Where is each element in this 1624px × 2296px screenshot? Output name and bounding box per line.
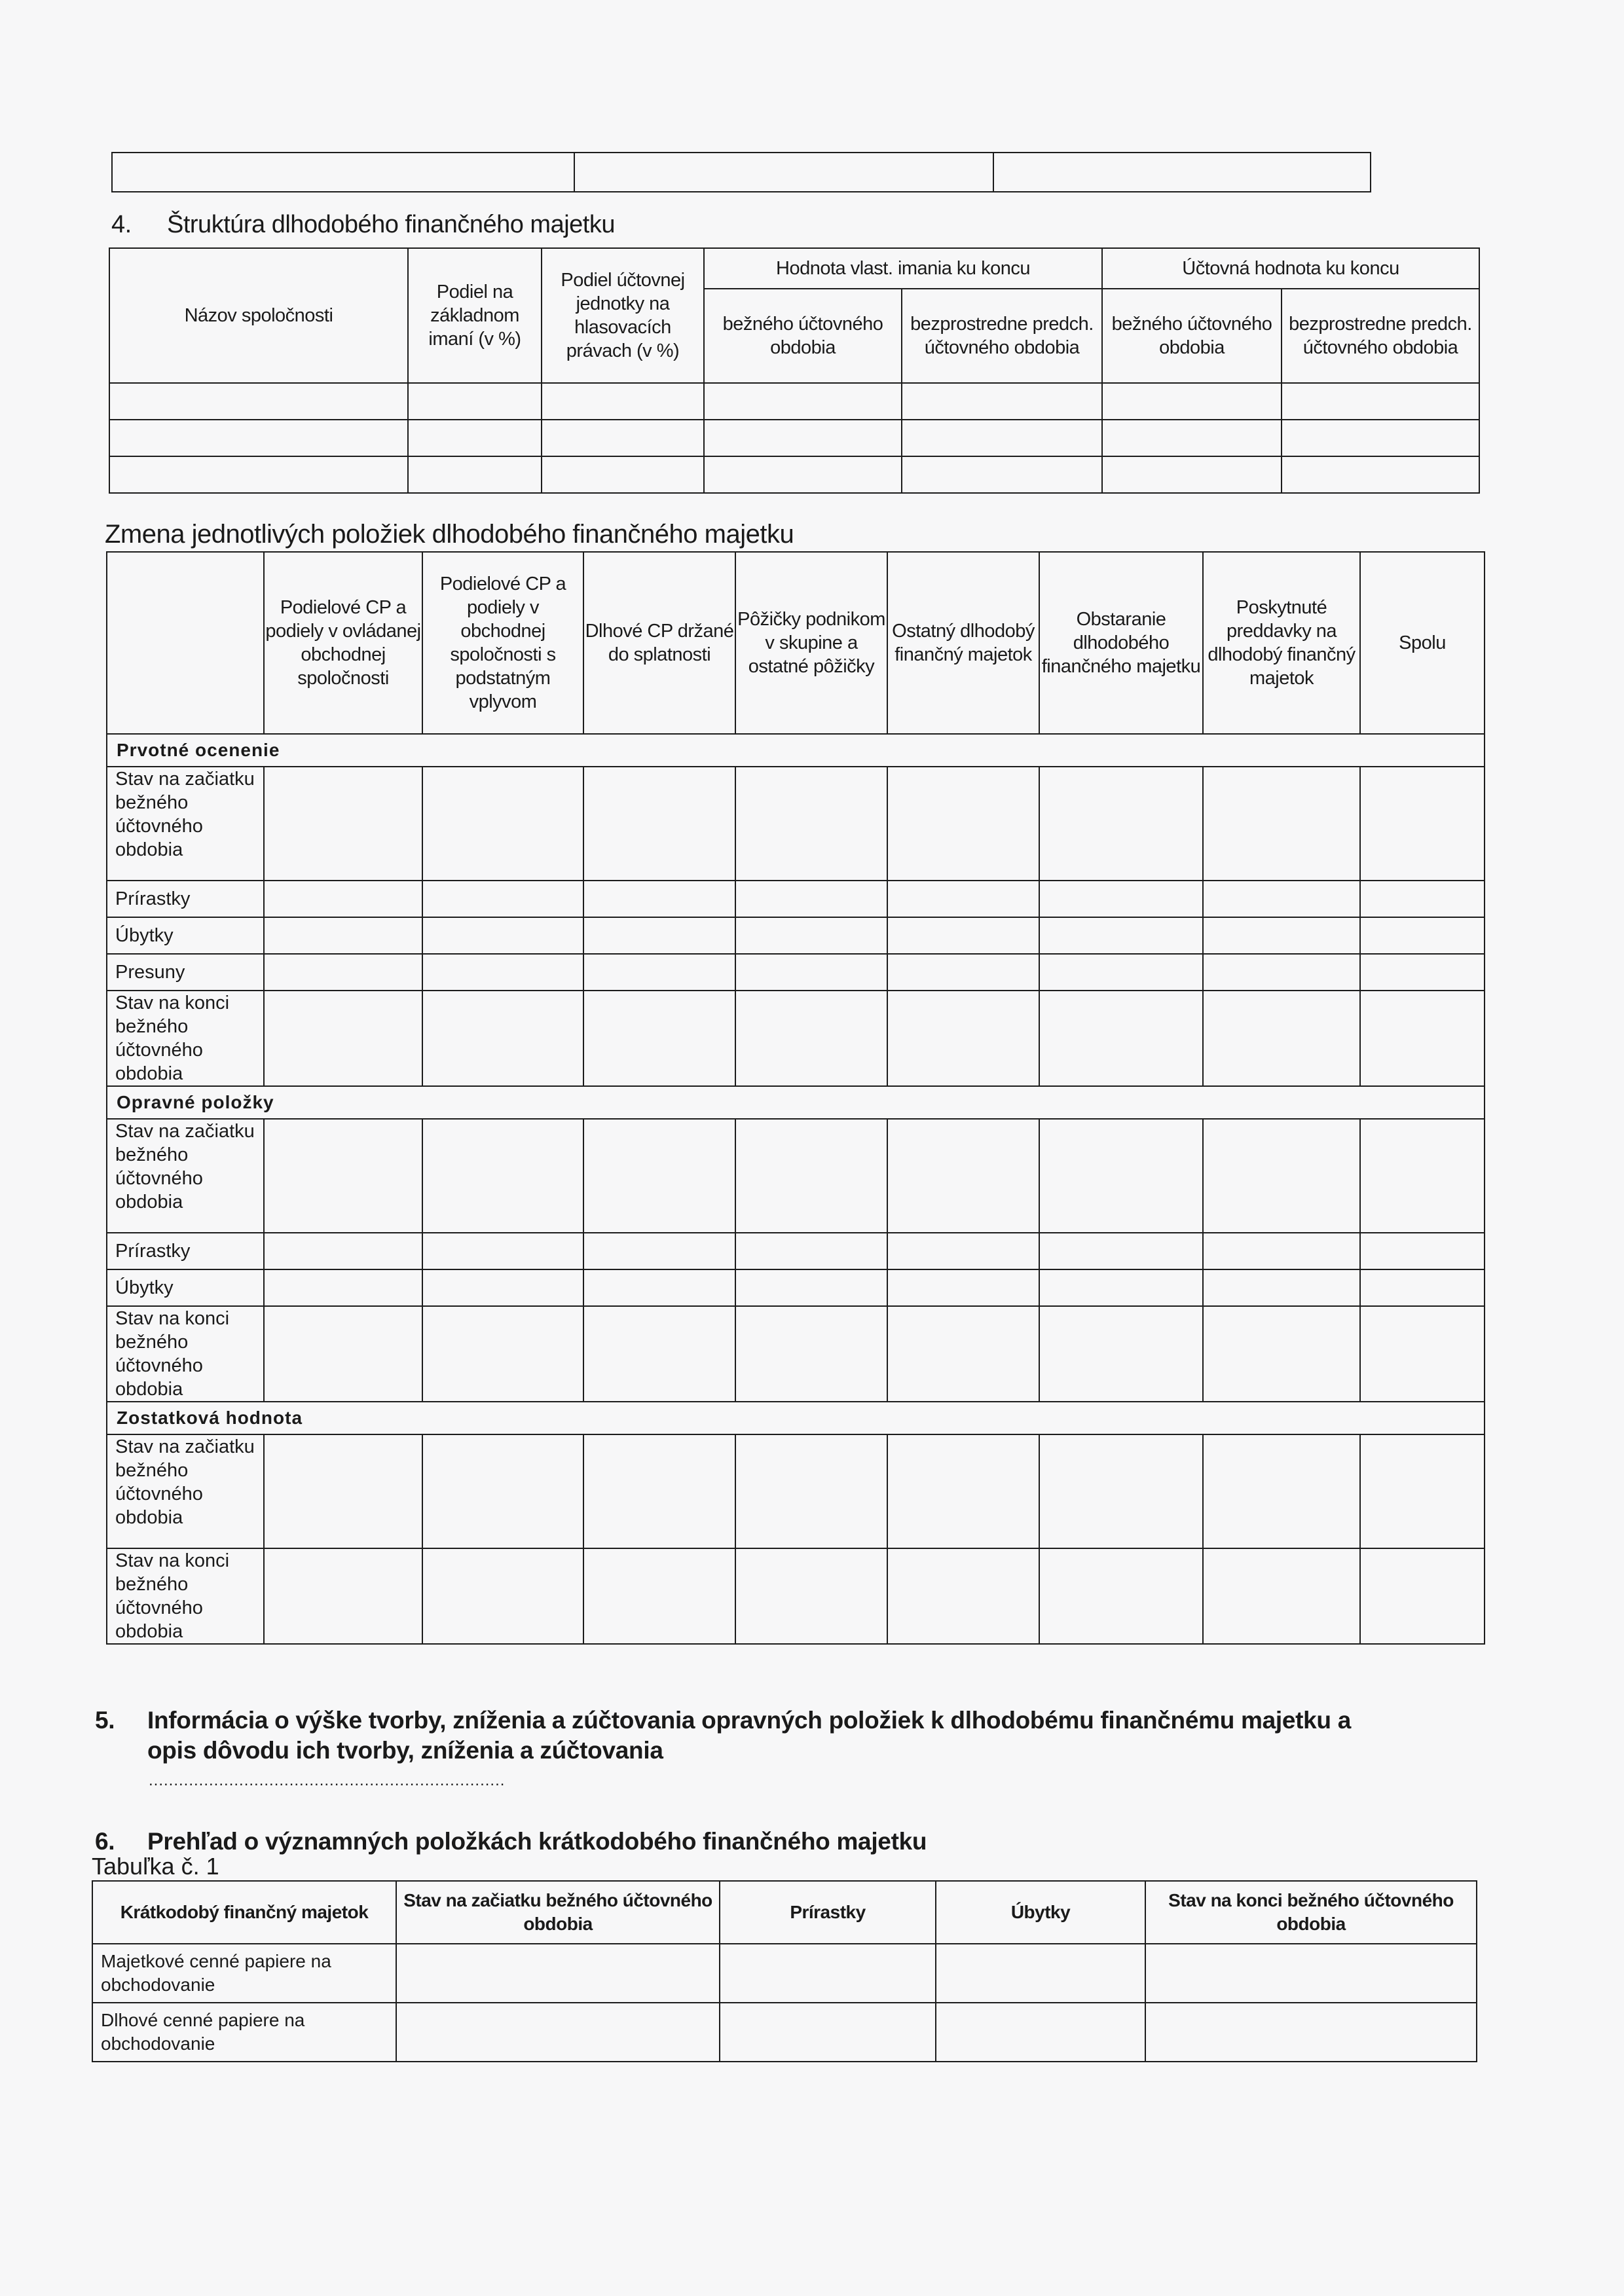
header-row [107, 552, 1485, 734]
cell[interactable] [583, 1269, 735, 1306]
cell[interactable] [264, 1269, 422, 1306]
cell[interactable] [936, 2003, 1145, 2062]
cell[interactable] [887, 1306, 1039, 1402]
cell[interactable] [704, 456, 902, 493]
table-row [107, 954, 1485, 991]
cell[interactable] [1039, 954, 1203, 991]
table-1-label: Tabuľka č. 1 [92, 1853, 219, 1880]
cell[interactable] [1039, 767, 1203, 881]
cell[interactable] [583, 1434, 735, 1548]
col-controlled-company-shares: Podielové CP a podiely v ovládanej obchodnej spoločnosti [264, 552, 422, 734]
section-5-heading [95, 1705, 1503, 1766]
cell[interactable] [1360, 767, 1485, 881]
cell[interactable] [735, 881, 887, 917]
cell[interactable] [583, 954, 735, 991]
section-5-answer-field[interactable]: ....................................................................... [149, 1772, 506, 1789]
col-short-term-asset: Krátkodobý finančný majetok [92, 1881, 396, 1944]
section-4-title: Štruktúra dlhodobého finančného majetku [167, 211, 615, 238]
cell[interactable] [1145, 2003, 1477, 2062]
cell[interactable] [264, 917, 422, 954]
cell[interactable] [735, 767, 887, 881]
cell[interactable] [264, 1119, 422, 1233]
col-loans: Pôžičky podnikom v skupine a ostatné pôžičky [735, 552, 887, 734]
changes-table [106, 551, 1485, 1645]
table-row [107, 1233, 1485, 1269]
row-label: Dlhové cenné papiere na obchodovanie [92, 2003, 396, 2062]
table-row [92, 2003, 1477, 2062]
row-label: Prírastky [107, 1233, 264, 1269]
table-row [107, 1434, 1485, 1548]
cell[interactable] [887, 881, 1039, 917]
cell[interactable] [583, 1233, 735, 1269]
col-book-previous: bezprostredne predch. účtovného obdobia [1282, 289, 1479, 383]
cell[interactable] [1203, 1548, 1360, 1644]
row-label: Stav na začiatku bežného účtovného obdobia [107, 1434, 264, 1548]
cell[interactable] [1360, 1233, 1485, 1269]
section-6-title: Prehľad o významných položkách krátkodobého finančného majetku [147, 1828, 927, 1855]
section-5-title-line2: opis dôvodu ich tvorby, zníženia a zúčtovania [147, 1737, 663, 1764]
cell[interactable] [1039, 1434, 1203, 1548]
cell[interactable] [583, 917, 735, 954]
row-label: Presuny [107, 954, 264, 991]
cell[interactable] [1360, 1548, 1485, 1644]
row-label: Úbytky [107, 917, 264, 954]
row-label: Stav na konci bežného účtovného obdobia [107, 991, 264, 1086]
cell[interactable] [422, 1548, 583, 1644]
cell[interactable] [1360, 1119, 1485, 1233]
cell[interactable] [1282, 420, 1479, 456]
cell[interactable] [396, 2003, 720, 2062]
table-row [107, 917, 1485, 954]
cell[interactable] [109, 383, 408, 420]
cell[interactable] [1360, 1269, 1485, 1306]
cell[interactable] [542, 383, 704, 420]
cell[interactable] [902, 383, 1102, 420]
cell[interactable] [1360, 954, 1485, 991]
cell[interactable] [735, 1269, 887, 1306]
cell[interactable] [1039, 1548, 1203, 1644]
top-cell-1[interactable] [112, 153, 574, 192]
cell[interactable] [887, 1119, 1039, 1233]
cell[interactable] [422, 917, 583, 954]
cell[interactable] [1203, 881, 1360, 917]
col-row-label [107, 552, 264, 734]
cell[interactable] [1039, 881, 1203, 917]
short-term-assets-table [92, 1880, 1477, 2062]
cell[interactable] [902, 456, 1102, 493]
cell[interactable] [408, 420, 542, 456]
row-label: Stav na začiatku bežného účtovného obdobia [107, 1119, 264, 1233]
cell[interactable] [1360, 1434, 1485, 1548]
col-significant-influence-shares: Podielové CP a podiely v obchodnej spoločnosti s podstatným vplyvom [422, 552, 583, 734]
cell[interactable] [1203, 767, 1360, 881]
cell[interactable] [1360, 881, 1485, 917]
header-row [92, 1881, 1477, 1944]
cell[interactable] [264, 1434, 422, 1548]
table-row [107, 1119, 1485, 1233]
cell[interactable] [887, 1269, 1039, 1306]
table-row [109, 383, 1479, 420]
cell[interactable] [1102, 420, 1282, 456]
col-advances: Poskytnuté preddavky na dlhodobý finančný majetok [1203, 552, 1360, 734]
cell[interactable] [887, 1548, 1039, 1644]
cell[interactable] [1145, 1944, 1477, 2003]
section-residual-value: Zostatková hodnota [107, 1402, 1485, 1434]
cell[interactable] [1203, 1306, 1360, 1402]
cell[interactable] [1102, 383, 1282, 420]
table-row [107, 1548, 1485, 1644]
cell[interactable] [422, 1306, 583, 1402]
cell[interactable] [1203, 1434, 1360, 1548]
cell[interactable] [735, 991, 887, 1086]
section-initial-valuation: Prvotné ocenenie [107, 734, 1485, 767]
cell[interactable] [1360, 1306, 1485, 1402]
cell[interactable] [422, 881, 583, 917]
cell[interactable] [1203, 991, 1360, 1086]
col-equity-current: bežného účtovného obdobia [704, 289, 902, 383]
cell[interactable] [583, 1306, 735, 1402]
cell[interactable] [1203, 1233, 1360, 1269]
cell[interactable] [583, 1548, 735, 1644]
cell[interactable] [109, 456, 408, 493]
cell[interactable] [422, 991, 583, 1086]
section-6-heading [95, 1827, 927, 1857]
cell[interactable] [1039, 1119, 1203, 1233]
cell[interactable] [1282, 383, 1479, 420]
cell[interactable] [264, 1233, 422, 1269]
col-equity-previous: bezprostredne predch. účtovného obdobia [902, 289, 1102, 383]
row-label: Stav na konci bežného účtovného obdobia [107, 1548, 264, 1644]
cell[interactable] [264, 767, 422, 881]
cell[interactable] [1203, 954, 1360, 991]
col-group-book-value: Účtovná hodnota ku koncu [1102, 248, 1479, 289]
col-total: Spolu [1360, 552, 1485, 734]
table-row [107, 1269, 1485, 1306]
cell[interactable] [1203, 1269, 1360, 1306]
cell[interactable] [542, 420, 704, 456]
top-cell-2[interactable] [574, 153, 993, 192]
cell[interactable] [720, 2003, 936, 2062]
cell[interactable] [735, 1306, 887, 1402]
cell[interactable] [887, 767, 1039, 881]
cell[interactable] [1203, 917, 1360, 954]
col-acquisition: Obstaranie dlhodobého finančného majetku [1039, 552, 1203, 734]
cell[interactable] [735, 917, 887, 954]
cell[interactable] [422, 954, 583, 991]
changes-table-title: Zmena jednotlivých položiek dlhodobého finančného majetku [105, 520, 794, 549]
row-label: Stav na začiatku bežného účtovného obdobia [107, 767, 264, 881]
cell[interactable] [1039, 1233, 1203, 1269]
table-row [109, 420, 1479, 456]
table-row [107, 1306, 1485, 1402]
cell[interactable] [422, 1233, 583, 1269]
cell[interactable] [264, 991, 422, 1086]
cell[interactable] [422, 1119, 583, 1233]
cell[interactable] [583, 991, 735, 1086]
col-other-financial-assets: Ostatný dlhodobý finančný majetok [887, 552, 1039, 734]
cell[interactable] [936, 1944, 1145, 2003]
cell[interactable] [422, 1434, 583, 1548]
section-5-title-line1: Informácia o výške tvorby, zníženia a zúčtovania opravných položiek k dlhodobému finančnému majetku a [147, 1707, 1351, 1734]
cell[interactable] [735, 1119, 887, 1233]
cell[interactable] [704, 383, 902, 420]
col-book-current: bežného účtovného obdobia [1102, 289, 1282, 383]
cell[interactable] [1203, 1119, 1360, 1233]
table-row [92, 1944, 1477, 2003]
cell[interactable] [264, 1306, 422, 1402]
col-debt-securities-to-maturity: Dlhové CP držané do splatnosti [583, 552, 735, 734]
table-row [107, 767, 1485, 881]
section-5-number: 5. [95, 1707, 115, 1734]
cell[interactable] [1282, 456, 1479, 493]
cell[interactable] [1102, 456, 1282, 493]
table-row [109, 456, 1479, 493]
cell[interactable] [583, 1119, 735, 1233]
cell[interactable] [408, 383, 542, 420]
row-label: Stav na konci bežného účtovného obdobia [107, 1306, 264, 1402]
top-cell-3[interactable] [993, 153, 1371, 192]
col-voting-rights: Podiel účtovnej jednotky na hlasovacích právach (v %) [542, 248, 704, 383]
col-company-name: Názov spoločnosti [109, 248, 408, 383]
cell[interactable] [887, 1233, 1039, 1269]
cell[interactable] [902, 420, 1102, 456]
cell[interactable] [264, 1548, 422, 1644]
cell[interactable] [887, 1434, 1039, 1548]
cell[interactable] [396, 1944, 720, 2003]
cell[interactable] [422, 1269, 583, 1306]
top-continuation-table [111, 152, 1371, 192]
cell[interactable] [1039, 1269, 1203, 1306]
row-label: Majetkové cenné papiere na obchodovanie [92, 1944, 396, 2003]
row-label: Úbytky [107, 1269, 264, 1306]
cell[interactable] [542, 456, 704, 493]
section-6-number: 6. [95, 1828, 115, 1855]
section-4-heading [111, 211, 615, 239]
cell[interactable] [704, 420, 902, 456]
col-group-equity-value: Hodnota vlast. imania ku koncu [704, 248, 1102, 289]
cell[interactable] [1360, 991, 1485, 1086]
section-4-number: 4. [111, 211, 132, 238]
cell[interactable] [887, 917, 1039, 954]
cell[interactable] [1039, 991, 1203, 1086]
cell[interactable] [264, 881, 422, 917]
row-label: Prírastky [107, 881, 264, 917]
cell[interactable] [735, 1233, 887, 1269]
cell[interactable] [887, 991, 1039, 1086]
structure-table [109, 247, 1480, 494]
cell[interactable] [583, 767, 735, 881]
cell[interactable] [735, 954, 887, 991]
col-additions: Prírastky [720, 1881, 936, 1944]
cell[interactable] [1039, 917, 1203, 954]
cell[interactable] [735, 1434, 887, 1548]
col-disposals: Úbytky [936, 1881, 1145, 1944]
section-adjustments: Opravné položky [107, 1086, 1485, 1119]
cell[interactable] [735, 1548, 887, 1644]
col-end-balance: Stav na konci bežného účtovného obdobia [1145, 1881, 1477, 1944]
cell[interactable] [422, 767, 583, 881]
cell[interactable] [1039, 1306, 1203, 1402]
col-share-capital: Podiel na základnom imaní (v %) [408, 248, 542, 383]
cell[interactable] [1360, 917, 1485, 954]
table-row [107, 991, 1485, 1086]
cell[interactable] [887, 954, 1039, 991]
cell[interactable] [408, 456, 542, 493]
cell[interactable] [583, 881, 735, 917]
cell[interactable] [720, 1944, 936, 2003]
col-start-balance: Stav na začiatku bežného účtovného obdobia [396, 1881, 720, 1944]
table-row [107, 881, 1485, 917]
cell[interactable] [264, 954, 422, 991]
cell[interactable] [109, 420, 408, 456]
